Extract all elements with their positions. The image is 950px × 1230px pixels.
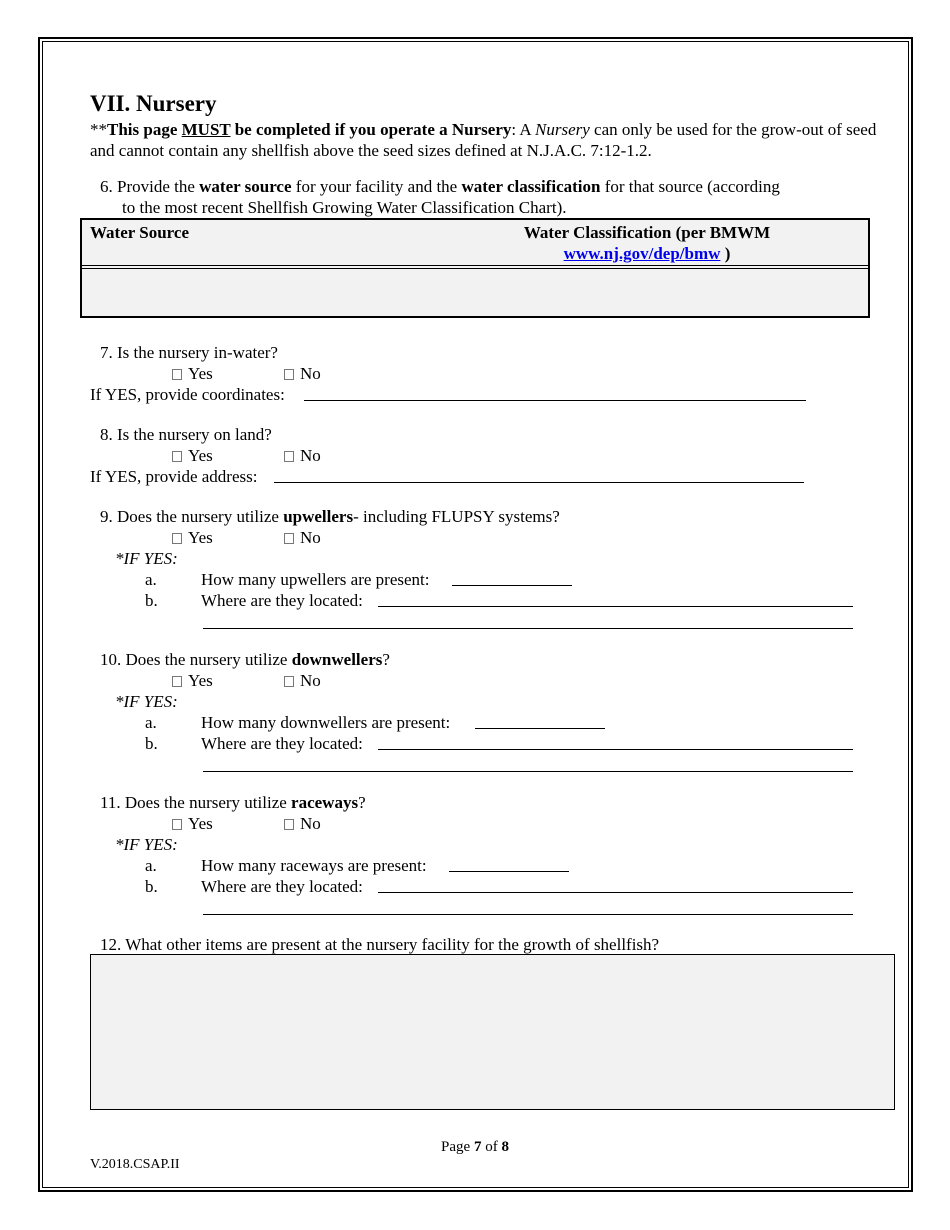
q8-no-checkbox[interactable] xyxy=(284,451,294,462)
section-title: VII. Nursery xyxy=(90,91,217,116)
form-version: V.2018.CSAP.II xyxy=(90,1157,180,1172)
table-header-divider xyxy=(82,265,868,269)
q10-b-label: b. xyxy=(145,734,158,753)
water-classification-header: Water Classification (per BMWM www.nj.gov/dep/bmw ) xyxy=(523,223,771,263)
q11-location-field-line-2[interactable] xyxy=(203,914,853,915)
q9-location-field[interactable] xyxy=(378,606,853,607)
q10-location-field[interactable] xyxy=(378,749,853,750)
q11-yes-option[interactable]: Yes xyxy=(172,813,213,834)
q7-no-option[interactable]: No xyxy=(284,363,321,384)
q11-a-label: a. xyxy=(145,856,157,875)
q10-location-field-line-2[interactable] xyxy=(203,771,853,772)
q9-yes-option[interactable]: Yes xyxy=(172,527,213,548)
q8-yes-option[interactable]: Yes xyxy=(172,445,213,466)
page-number: Page 7 of 8 xyxy=(441,1139,509,1155)
q10-b-question: Where are they located: xyxy=(201,734,363,753)
q9-yes-checkbox[interactable] xyxy=(172,533,182,544)
question-10: 10. Does the nursery utilize downwellers? xyxy=(100,650,390,669)
q11-location-field[interactable] xyxy=(378,892,853,893)
q7-followup-label: If YES, provide coordinates: xyxy=(90,385,285,404)
q12-answer-box[interactable] xyxy=(90,954,895,1110)
q10-no-checkbox[interactable] xyxy=(284,676,294,687)
bmw-link[interactable]: www.nj.gov/dep/bmw xyxy=(563,244,721,263)
q11-raceway-count-field[interactable] xyxy=(449,871,569,872)
q11-a-question: How many raceways are present: xyxy=(201,856,427,875)
q10-if-yes: *IF YES: xyxy=(115,692,178,711)
q11-no-option[interactable]: No xyxy=(284,813,321,834)
question-6: 6. Provide the water source for your facility and the water classification for that source (according to the most recent Shellfish Growing Water Classification Chart). xyxy=(100,177,780,217)
q9-no-checkbox[interactable] xyxy=(284,533,294,544)
q9-a-question: How many upwellers are present: xyxy=(201,570,430,589)
q9-location-field-line-2[interactable] xyxy=(203,628,853,629)
q9-b-label: b. xyxy=(145,591,158,610)
q8-followup-label: If YES, provide address: xyxy=(90,467,258,486)
water-source-table xyxy=(80,218,870,318)
q10-no-option[interactable]: No xyxy=(284,670,321,691)
q7-yes-option[interactable]: Yes xyxy=(172,363,213,384)
q7-coordinates-field[interactable] xyxy=(304,400,806,401)
q8-no-option[interactable]: No xyxy=(284,445,321,466)
q9-upweller-count-field[interactable] xyxy=(452,585,572,586)
q10-yes-option[interactable]: Yes xyxy=(172,670,213,691)
q8-address-field[interactable] xyxy=(274,482,804,483)
question-7: 7. Is the nursery in-water? xyxy=(100,343,278,362)
q10-downweller-count-field[interactable] xyxy=(475,728,605,729)
q8-yes-checkbox[interactable] xyxy=(172,451,182,462)
question-12: 12. What other items are present at the nursery facility for the growth of shellfish? xyxy=(100,935,660,954)
q7-yes-checkbox[interactable] xyxy=(172,369,182,380)
q9-if-yes: *IF YES: xyxy=(115,549,178,568)
water-source-header: Water Source xyxy=(90,223,189,242)
water-source-answer-field[interactable] xyxy=(84,270,866,314)
q11-yes-checkbox[interactable] xyxy=(172,819,182,830)
q11-if-yes: *IF YES: xyxy=(115,835,178,854)
q10-a-label: a. xyxy=(145,713,157,732)
q7-no-checkbox[interactable] xyxy=(284,369,294,380)
q9-b-question: Where are they located: xyxy=(201,591,363,610)
section-intro: **This page MUST be completed if you operate a Nursery: A Nursery can only be used for the grow-out of seed and cannot contain any shellfish above the seed sizes defined at N.J.A.C. 7:12-1.2. xyxy=(90,120,877,160)
q11-b-label: b. xyxy=(145,877,158,896)
q9-a-label: a. xyxy=(145,570,157,589)
q11-no-checkbox[interactable] xyxy=(284,819,294,830)
q10-yes-checkbox[interactable] xyxy=(172,676,182,687)
question-9: 9. Does the nursery utilize upwellers- including FLUPSY systems? xyxy=(100,507,560,526)
q10-a-question: How many downwellers are present: xyxy=(201,713,451,732)
question-11: 11. Does the nursery utilize raceways? xyxy=(100,793,366,812)
question-8: 8. Is the nursery on land? xyxy=(100,425,272,444)
q11-b-question: Where are they located: xyxy=(201,877,363,896)
q9-no-option[interactable]: No xyxy=(284,527,321,548)
